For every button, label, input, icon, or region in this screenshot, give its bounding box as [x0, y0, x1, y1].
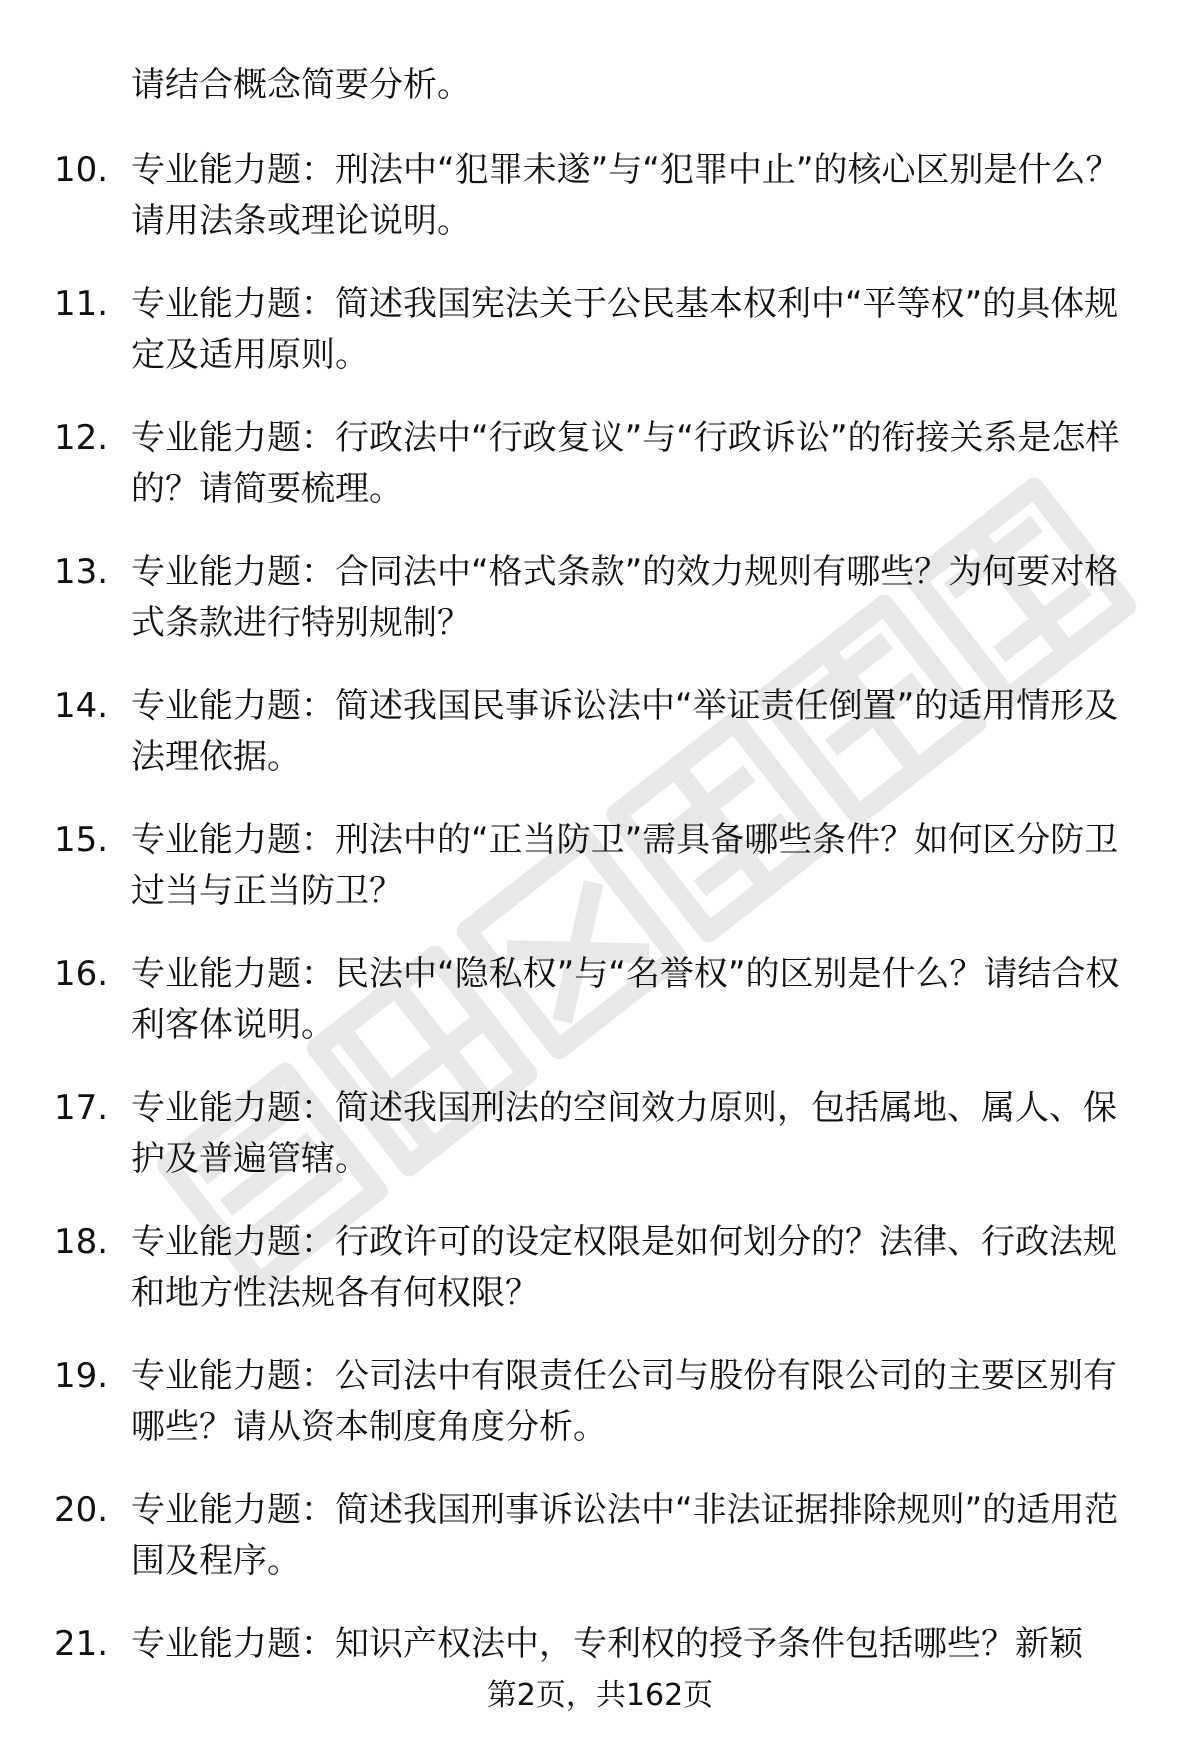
question-list	[0, 145, 1200, 1670]
question-number: 10.	[54, 150, 109, 190]
list-item	[0, 413, 1200, 515]
list-item	[0, 1217, 1200, 1319]
list-item	[0, 145, 1200, 247]
question-number: 18.	[54, 1222, 109, 1262]
question-number: 13.	[54, 552, 109, 592]
question-number: 16.	[54, 954, 109, 994]
continuation-text: 请结合概念简要分析。	[131, 65, 471, 105]
list-item	[0, 1485, 1200, 1587]
question-text: 专业能力题：行政许可的设定权限是如何划分的？法律、行政法规和地方性法规各有何权限？	[131, 1222, 1117, 1313]
list-item	[0, 279, 1200, 381]
question-text: 专业能力题：刑法中“犯罪未遂”与“犯罪中止”的核心区别是什么？请用法条或理论说明。	[131, 150, 1120, 241]
question-number: 19.	[54, 1356, 109, 1396]
question-number: 14.	[54, 686, 109, 726]
question-number: 20.	[54, 1490, 109, 1530]
list-item	[0, 949, 1200, 1051]
question-number: 12.	[54, 418, 109, 458]
list-item	[0, 681, 1200, 783]
question-text: 专业能力题：合同法中“格式条款”的效力规则有哪些？为何要对格式条款进行特别规制？	[131, 552, 1119, 643]
question-number: 21.	[54, 1624, 109, 1664]
question-number: 11.	[54, 284, 109, 324]
list-item	[0, 1351, 1200, 1453]
question-text: 专业能力题：知识产权法中，专利权的授予条件包括哪些？新颖	[131, 1624, 1083, 1664]
list-item	[0, 1619, 1200, 1670]
list-item	[0, 1083, 1200, 1185]
question-number: 17.	[54, 1088, 109, 1128]
page-footer: 第2页，共162页	[486, 1678, 714, 1713]
question-text: 专业能力题：简述我国刑法的空间效力原则，包括属地、属人、保护及普遍管辖。	[131, 1088, 1117, 1179]
list-item	[0, 815, 1200, 917]
document-body	[0, 60, 1200, 1702]
question-text: 专业能力题：行政法中“行政复议”与“行政诉讼”的衔接关系是怎样的？请简要梳理。	[131, 418, 1120, 509]
question-text: 专业能力题：刑法中的“正当防卫”需具备哪些条件？如何区分防卫过当与正当防卫？	[131, 820, 1119, 911]
question-text: 专业能力题：民法中“隐私权”与“名誉权”的区别是什么？请结合权利客体说明。	[131, 954, 1120, 1045]
question-text: 专业能力题：简述我国民事诉讼法中“举证责任倒置”的适用情形及法理依据。	[131, 686, 1119, 777]
list-item	[0, 547, 1200, 649]
question-text: 专业能力题：公司法中有限责任公司与股份有限公司的主要区别有哪些？请从资本制度角度分析。	[131, 1356, 1117, 1447]
question-text: 专业能力题：简述我国刑事诉讼法中“非法证据排除规则”的适用范围及程序。	[131, 1490, 1119, 1581]
question-number: 15.	[54, 820, 109, 860]
question-text: 专业能力题：简述我国宪法关于公民基本权利中“平等权”的具体规定及适用原则。	[131, 284, 1119, 375]
